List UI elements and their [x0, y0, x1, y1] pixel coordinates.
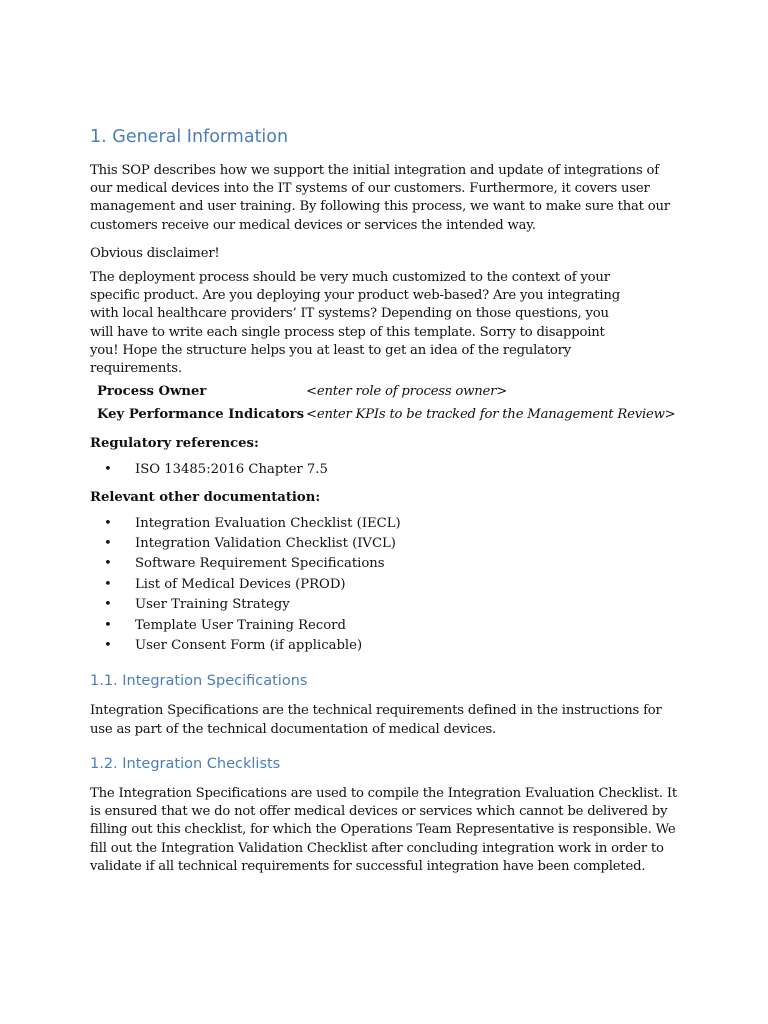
section-heading-integration-specifications: 1.1. Integration Specifications [90, 673, 308, 690]
bullet-icon: • [104, 597, 112, 613]
bullet-icon: • [104, 515, 112, 531]
process-meta-table [97, 380, 676, 426]
regulatory-references-label: Regulatory references: [90, 436, 259, 452]
section-heading-general-information: 1. General Information [90, 127, 289, 147]
document-page [90, 124, 690, 876]
list-item-text: User Consent Form (if applicable) [135, 638, 363, 654]
integration-specifications-paragraph: Integration Specifications are the technical requirements defined in the instructions for use as part of the technical documentation of medical devices. [90, 703, 662, 737]
list-item [90, 460, 690, 480]
list-item-text: ISO 13485:2016 Chapter 7.5 [135, 462, 328, 478]
bullet-icon: • [104, 638, 112, 654]
regulatory-references-list [90, 460, 690, 480]
meta-value: <enter KPIs to be tracked for the Management Review> [306, 407, 676, 423]
list-item-text: Integration Evaluation Checklist (IECL) [135, 515, 401, 531]
list-item [90, 575, 690, 595]
list-item-text: Template User Training Record [135, 617, 346, 633]
list-item-text: Software Requirement Specifications [135, 556, 385, 572]
section-heading-integration-checklists: 1.2. Integration Checklists [90, 755, 281, 772]
bullet-icon: • [104, 556, 112, 572]
relevant-documentation-list [90, 514, 690, 657]
meta-label: Key Performance Indicators [97, 407, 305, 423]
meta-label: Process Owner [97, 384, 207, 400]
relevant-documentation-label: Relevant other documentation: [90, 489, 321, 505]
bullet-icon: • [104, 617, 112, 633]
meta-row-kpis [97, 403, 676, 426]
bullet-icon: • [104, 576, 112, 592]
bullet-icon: • [104, 536, 112, 552]
list-item [90, 534, 690, 554]
bullet-icon: • [104, 462, 112, 478]
disclaimer-text: The deployment process should be very much customized to the context of your specific product. Are you deploying your product web-based? Are you integrating with local healthcare providers’ IT systems? Depending on those questions, you will have to write each single process step of this template. Sorry to disappoint you! Hope the structure helps you at least to get an idea of the regulatory requirements. [90, 270, 620, 377]
list-item-text: User Training Strategy [135, 597, 290, 613]
meta-value: <enter role of process owner> [306, 384, 508, 400]
list-item [90, 514, 690, 534]
integration-checklists-paragraph: The Integration Specifications are used to compile the Integration Evaluation Checklist. It is ensured that we do not offer medical devices or services which cannot be delivered by filling out this checklist, for which the Operations Team Representative is responsible. We fill out the Integration Validation Checklist after concluding integration work in order to validate if all technical requirements for successful integration have been completed. [90, 785, 677, 874]
list-item-text: List of Medical Devices (PROD) [135, 576, 346, 592]
list-item [90, 554, 690, 574]
disclaimer-title: Obvious disclaimer! [90, 245, 220, 261]
meta-row-process-owner [97, 380, 676, 403]
list-item-text: Integration Validation Checklist (IVCL) [135, 536, 396, 552]
list-item [90, 616, 690, 636]
intro-paragraph: This SOP describes how we support the initial integration and update of integrations of our medical devices into the IT systems of our customers. Furthermore, it covers user management and user training. By following this process, we want to make sure that our customers receive our medical devices or services the intended way. [90, 163, 670, 233]
list-item [90, 595, 690, 615]
list-item [90, 636, 690, 656]
